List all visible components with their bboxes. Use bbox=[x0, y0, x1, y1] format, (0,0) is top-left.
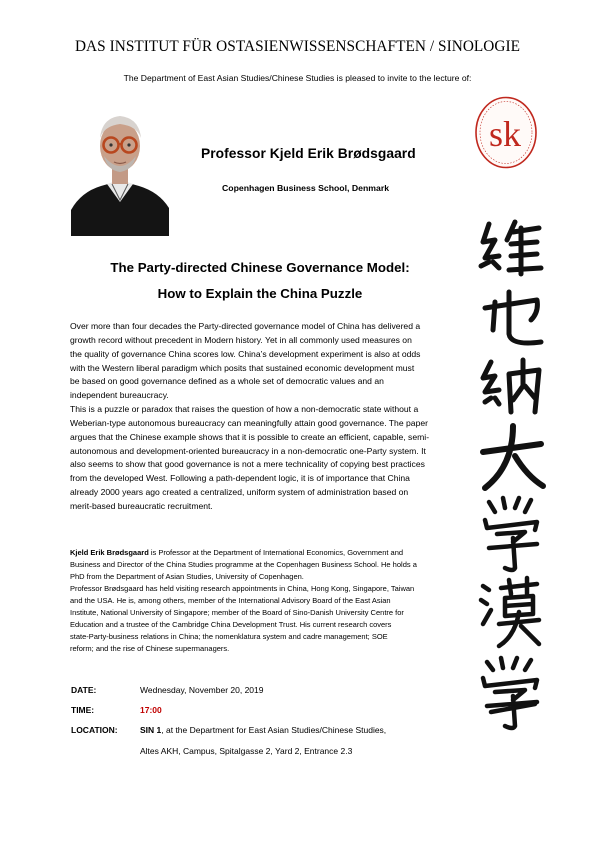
abstract-line: already 2000 years ago created a centralized, uniform system of administration based on bbox=[70, 487, 409, 498]
lecture-title-line-2: How to Explain the China Puzzle bbox=[157, 286, 363, 301]
abstract-line: be based on good governance defined as a whole set of democratic values and an bbox=[70, 376, 384, 387]
logo-lettering: sk bbox=[488, 114, 522, 154]
calligraphy-char-7 bbox=[483, 658, 537, 728]
abstract-line: merit-based bureaucratic recruitment. bbox=[70, 500, 213, 511]
bio-line: Professor Brødsgaard has held visiting research appointments in China, Hong Kong, Singapore, Taiwan bbox=[70, 584, 415, 594]
abstract-line: from the developed West. Following a path-dependent logic, it is of importance that China bbox=[70, 473, 410, 484]
speaker-photo bbox=[71, 100, 169, 236]
location-line-1 bbox=[140, 725, 386, 735]
abstract-line: autonomous and development-oriented bureaucracy in a non-democratic one-Party system. It bbox=[70, 445, 426, 456]
abstract-line: argues that the Chinese example shows that it is possible to create an efficient, capable, semi- bbox=[70, 431, 430, 442]
abstract-line: Weberian-type autonomous bureaucracy can meaningfully attain good governance. The paper bbox=[70, 417, 428, 428]
bio-line: Education and a trustee of the Cambridge China Development Trust. His current research covers bbox=[70, 620, 392, 630]
abstract-line: with the Western liberal paradigm which posits that sustained economic development must bbox=[70, 362, 415, 373]
sinology-seal-logo-icon bbox=[474, 95, 538, 170]
bio-name: Kjeld Erik Brødsgaard bbox=[70, 548, 149, 557]
bio-paragraph-2 bbox=[70, 583, 495, 655]
bio-line: reform; and the rise of Chinese supermanagers. bbox=[70, 644, 230, 654]
date-value: Wednesday, November 20, 2019 bbox=[140, 685, 264, 695]
lecture-title-line-1: The Party-directed Chinese Governance Model: bbox=[110, 260, 410, 275]
bio-line: and the USA. He is, among others, member of the International Advisory Board of the East Asian bbox=[70, 596, 391, 606]
abstract-line: the quality of governance China scores low. China’s development experiment is also at odds bbox=[70, 348, 421, 359]
location-room: SIN 1 bbox=[140, 725, 162, 735]
abstract-line: also seems to show that good governance is not a mere technicality of copying best practices bbox=[70, 459, 425, 470]
bio-line: is Professor at the Department of International Economics, Government and bbox=[148, 548, 404, 557]
bio-line: Institute, National University of Singapore; member of the Board of Sino-Danish University Centre for bbox=[70, 608, 404, 618]
speaker-affiliation: Copenhagen Business School, Denmark bbox=[222, 183, 390, 193]
speaker-bio bbox=[70, 547, 495, 655]
time-label: TIME: bbox=[71, 705, 95, 715]
abstract-line: Over more than four decades the Party-directed governance model of China has delivered a bbox=[70, 321, 421, 331]
abstract-line: growth record without precedent in Modern history. Yet in all commonly used measures on bbox=[70, 334, 412, 345]
location-label: LOCATION: bbox=[71, 725, 118, 735]
location-line-2: Altes AKH, Campus, Spitalgasse 2, Yard 2, Entrance 2.3 bbox=[140, 746, 353, 756]
location-line-1-rest: , at the Department for East Asian Studies/Chinese Studies, bbox=[161, 725, 387, 735]
time-value: 17:00 bbox=[140, 705, 162, 715]
speaker-name: Professor Kjeld Erik Brødsgaard bbox=[201, 146, 416, 161]
abstract-line: independent bureaucracy. bbox=[70, 390, 169, 401]
abstract-paragraph-2 bbox=[70, 403, 495, 514]
invitation-line: The Department of East Asian Studies/Chinese Studies is pleased to invite to the lecture of: bbox=[123, 73, 472, 83]
date-label: DATE: bbox=[71, 685, 97, 695]
abstract-paragraph-1 bbox=[70, 320, 495, 403]
calligraphy-char-1 bbox=[481, 222, 541, 274]
bio-line: Business and Director of the China Studies programme at the Copenhagen Business School. He holds a bbox=[70, 560, 417, 570]
bio-line: state-Party-business relations in China; the nomenklatura system and cadre management; SOE bbox=[70, 632, 388, 642]
sinology-logo bbox=[474, 95, 538, 170]
institute-header: DAS INSTITUT FÜR OSTASIENWISSENSCHAFTEN / SINOLOGIE bbox=[74, 38, 521, 55]
bio-paragraph-1 bbox=[70, 547, 495, 583]
bio-line: PhD from the Department of Asian Studies, University of Copenhagen. bbox=[70, 572, 304, 582]
abstract-line: This is a puzzle or paradox that raises the question of how a non-democratic state without a bbox=[70, 404, 419, 415]
abstract bbox=[70, 320, 495, 514]
portrait-photo-icon bbox=[71, 100, 169, 236]
